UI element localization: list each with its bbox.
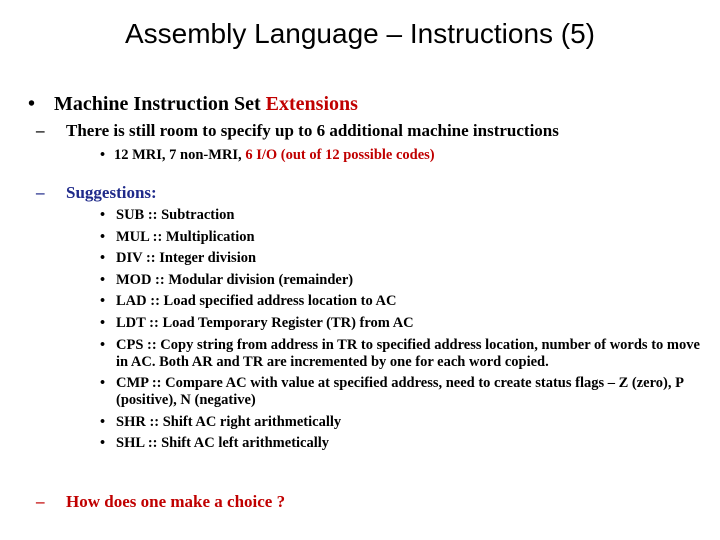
room-text: There is still room to specify up to 6 additional machine instructions — [66, 121, 559, 140]
suggestion-text: SUB :: Subtraction — [116, 207, 235, 223]
suggestions-heading — [36, 183, 157, 203]
suggestion-text: SHR :: Shift AC right arithmetically — [116, 413, 342, 430]
dash-icon: – — [36, 121, 45, 140]
heading-prefix: Machine Instruction Set — [54, 93, 266, 115]
suggestion-text: MOD :: Modular division (remainder) — [116, 271, 354, 288]
bullet-icon: • — [100, 413, 106, 430]
question-line — [36, 492, 285, 512]
bullet-icon: • — [100, 271, 106, 288]
question-text: How does one make a choice ? — [66, 492, 286, 511]
list-item — [100, 229, 700, 246]
counts-prefix: 12 MRI, 7 non-MRI, — [114, 147, 246, 163]
list-item — [100, 207, 700, 224]
list-item — [100, 293, 700, 310]
suggestion-text: CPS :: Copy string from address in TR to specified address location, number of words to move in AC. Both AR and TR are incremented by one for each word copied. — [116, 336, 700, 370]
bullet-icon: • — [100, 147, 106, 163]
list-item — [100, 435, 700, 452]
bullet-icon: • — [100, 336, 106, 353]
dash-icon: – — [36, 492, 45, 511]
bullet-icon: • — [100, 250, 106, 267]
bullet-icon: • — [100, 435, 106, 452]
room-line — [36, 121, 559, 141]
suggestion-text: LAD :: Load specified address location to AC — [116, 293, 397, 310]
list-item — [100, 337, 700, 371]
list-item — [100, 414, 700, 431]
counts-highlight: 6 I/O (out of 12 possible codes) — [245, 147, 435, 163]
list-item — [100, 315, 700, 332]
bullet-icon: • — [28, 93, 36, 115]
suggestion-text: SHL :: Shift AC left arithmetically — [116, 435, 330, 452]
suggestions-label: Suggestions: — [66, 183, 157, 202]
suggestions-list — [100, 207, 700, 457]
heading-highlight: Extensions — [265, 93, 358, 115]
counts-line — [100, 147, 435, 164]
suggestion-text: DIV :: Integer division — [116, 250, 257, 267]
bullet-icon: • — [100, 207, 106, 223]
suggestion-text: LDT :: Load Temporary Register (TR) from AC — [116, 314, 414, 331]
dash-icon: – — [36, 183, 45, 202]
suggestion-text: CMP :: Compare AC with value at specified address, need to create status flags – Z (zero), P (positive), N (negative) — [116, 375, 684, 409]
bullet-icon: • — [100, 293, 106, 310]
bullet-icon: • — [100, 375, 106, 392]
list-item — [100, 250, 700, 267]
slide-title: Assembly Language – Instructions (5) — [124, 18, 596, 49]
bullet-icon: • — [100, 228, 106, 245]
list-item — [100, 375, 700, 409]
suggestion-text: MUL :: Multiplication — [116, 228, 255, 245]
bullet-icon: • — [100, 314, 106, 331]
main-bullet — [28, 93, 358, 116]
list-item — [100, 272, 700, 289]
